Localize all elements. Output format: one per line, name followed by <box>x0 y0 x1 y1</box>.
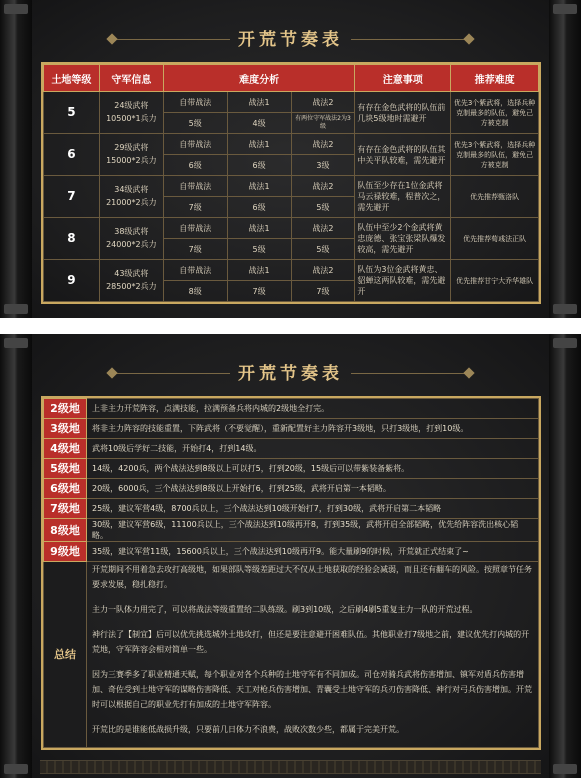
tactic1-level: 4级 <box>227 113 291 134</box>
page-title: 开荒节奏表 <box>238 364 343 384</box>
sub-header-tactic1: 战法1 <box>227 134 291 155</box>
table-row <box>44 439 539 459</box>
recommend-text: 优先3个紫武将，选择兵种克制最多的队伍，避免己方被克制 <box>451 92 539 134</box>
innate-tactic-level: 6级 <box>163 155 227 176</box>
table-row <box>44 134 539 155</box>
land-level: 6 <box>44 134 100 176</box>
summary-paragraph: 神行法了【制宜】后可以优先挑选城外土地攻打，但还是要注意避开困难队伍。其他职业打7级地之前，建议优先打内城的开荒地，守军阵容会相对简单一些。 <box>92 630 530 654</box>
level-guide-text: 14级，4200兵，两个战法达到8级以上可以打5，打到20级，15级后可以带紫装备紫将。 <box>87 459 539 479</box>
rhythm-table-panel-top <box>0 0 581 318</box>
recommend-text: 优先3个紫武将，选择兵种克制最多的队伍，避免己方被克制 <box>451 134 539 176</box>
tactic1-level: 5级 <box>227 239 291 260</box>
sub-header-tactic2: 战法2 <box>291 92 355 113</box>
innate-tactic-level: 7级 <box>163 197 227 218</box>
tactic1-level: 6级 <box>227 197 291 218</box>
garrison-troops: 28500*2兵力 <box>99 281 163 302</box>
summary-text <box>87 562 539 748</box>
page-title: 开荒节奏表 <box>238 30 343 50</box>
table-row <box>44 399 539 419</box>
level-label: 8级地 <box>44 519 87 542</box>
table-row <box>44 459 539 479</box>
summary-paragraph: 开荒期间不用着急去攻打高级地，如果部队等级差距过大不仅从土地获取的经验会减弱，而且还有翻车的风险。按照章节任务要求发展，稳扎稳打。 <box>92 565 532 589</box>
table-row <box>44 260 539 281</box>
note-text: 队伍中至少2个金武将黄忠庞德、张宝张梁队爆发较高，需先避开 <box>355 218 451 260</box>
sub-header-tactic2: 战法2 <box>291 134 355 155</box>
garrison-general-level: 29级武将 <box>99 134 163 155</box>
sub-header-innate: 自带战法 <box>163 218 227 239</box>
summary-paragraph: 主力一队体力用完了，可以将战法等级重置给二队练级。刷3到10级，之后刷4刷5重复主力一队的开荒过程。 <box>92 605 478 614</box>
note-text: 有存在金色武将的队伍其中关平队较难，需先避开 <box>355 134 451 176</box>
level-label: 6级地 <box>44 479 87 499</box>
summary-paragraph: 开荒比的是谁能低战损升级，只要前几日体力不浪费，战败次数少些，都属于完美开荒。 <box>92 725 404 734</box>
difficulty-table <box>43 64 539 302</box>
level-guide-text: 30级，建议军营6级，11100兵以上，三个战法达到10级再开8，打到35级，武将开启全部韬略，优先给阵容洗出核心韬略。 <box>87 519 539 542</box>
table-row <box>44 419 539 439</box>
table-row <box>44 218 539 239</box>
scroll-rod-right <box>549 334 581 778</box>
sub-header-tactic2: 战法2 <box>291 218 355 239</box>
sub-header-tactic1: 战法1 <box>227 260 291 281</box>
tactic2-level: 3级 <box>291 155 355 176</box>
progression-table <box>43 398 539 748</box>
tactic1-level: 7级 <box>227 281 291 302</box>
summary-row <box>44 562 539 748</box>
recommend-text: 优先推荐甘宁大乔华雄队 <box>451 260 539 302</box>
garrison-troops: 15000*2兵力 <box>99 155 163 176</box>
garrison-general-level: 43级武将 <box>99 260 163 281</box>
sub-header-innate: 自带战法 <box>163 260 227 281</box>
level-guide-text: 20级，6000兵，三个战法达到8级以上开始打6，打到25级，武将开启第一本韬略。 <box>87 479 539 499</box>
table-row <box>44 176 539 197</box>
innate-tactic-level: 8级 <box>163 281 227 302</box>
note-text: 队伍至少存在1位金武将马云禄较难，程普次之，需先避开 <box>355 176 451 218</box>
note-text: 队伍为3位金武将黄忠、貂蝉这两队较难，需先避开 <box>355 260 451 302</box>
tactic2-level: 5级 <box>291 239 355 260</box>
table-row <box>44 479 539 499</box>
sub-header-tactic2: 战法2 <box>291 260 355 281</box>
recommend-text: 优先推荐甄洛队 <box>451 176 539 218</box>
header-garrison: 守军信息 <box>99 65 163 92</box>
tactic2-level: 5级 <box>291 197 355 218</box>
table-row <box>44 519 539 542</box>
sub-header-tactic1: 战法1 <box>227 92 291 113</box>
sub-header-innate: 自带战法 <box>163 134 227 155</box>
tactic1-level: 6级 <box>227 155 291 176</box>
garrison-general-level: 38级武将 <box>99 218 163 239</box>
level-guide-text: 35级，建议军营11级，15600兵以上，三个战法达到10级再开9。能大量刷9的时候，开荒就正式结束了~ <box>87 542 539 562</box>
level-guide-text: 武将10级后学好二技能，开始打4，打到14级。 <box>87 439 539 459</box>
innate-tactic-level: 7级 <box>163 239 227 260</box>
land-level: 5 <box>44 92 100 134</box>
level-label: 7级地 <box>44 499 87 519</box>
sub-header-tactic1: 战法1 <box>227 218 291 239</box>
level-label: 3级地 <box>44 419 87 439</box>
level-label: 2级地 <box>44 399 87 419</box>
table-row <box>44 92 539 113</box>
sub-header-tactic2: 战法2 <box>291 176 355 197</box>
level-guide-text: 将非主力阵容的技能重置，下阵武将（不要觉醒），重新配置好主力阵容开3级地，只打3级地，打到10级。 <box>87 419 539 439</box>
level-guide-text: 25级，建议军营4级，8700兵以上，三个战法达到10级开始打7，打到30级，武将开启第二本韬略 <box>87 499 539 519</box>
land-level: 8 <box>44 218 100 260</box>
recommend-text: 优先推荐荀彧法正队 <box>451 218 539 260</box>
innate-tactic-level: 5级 <box>163 113 227 134</box>
tactic2-level: 有两位守军战法2为3级 <box>291 113 355 134</box>
header-difficulty: 难度分析 <box>163 65 355 92</box>
garrison-general-level: 34级武将 <box>99 176 163 197</box>
note-text: 有存在金色武将的队伍前几块5级地时需避开 <box>355 92 451 134</box>
garrison-troops: 21000*2兵力 <box>99 197 163 218</box>
tactic2-level: 7级 <box>291 281 355 302</box>
sub-header-tactic1: 战法1 <box>227 176 291 197</box>
summary-label: 总结 <box>44 562 87 748</box>
scroll-rod-left <box>0 334 32 778</box>
summary-paragraph: 因为三赛季多了职业精通天赋，每个职业对各个兵种的土地守军有不同加成。司仓对骑兵武将伤害增加、镇军对盾兵伤害增加、奇佐受到土地守军的谋略伤害降低、天工对枪兵伤害增加、青囊受土地守军的兵刃伤害降低、神行对弓兵伤害增加。开荒时可以根据自己的职业先打有加成的土地守军阵容。 <box>92 670 532 709</box>
header-recommend: 推荐难度 <box>451 65 539 92</box>
level-guide-text: 上非主力开荒阵容，点满技能，拉满预备兵将内城的2级地全打完。 <box>87 399 539 419</box>
land-level: 7 <box>44 176 100 218</box>
level-label: 5级地 <box>44 459 87 479</box>
land-level: 9 <box>44 260 100 302</box>
header-notes: 注意事项 <box>355 65 451 92</box>
sub-header-innate: 自带战法 <box>163 176 227 197</box>
garrison-troops: 10500*1兵力 <box>99 113 163 134</box>
table-row <box>44 499 539 519</box>
header-land-level: 土地等级 <box>44 65 100 92</box>
level-label: 9级地 <box>44 542 87 562</box>
sub-header-innate: 自带战法 <box>163 92 227 113</box>
level-label: 4级地 <box>44 439 87 459</box>
garrison-general-level: 24级武将 <box>99 92 163 113</box>
table-row <box>44 542 539 562</box>
garrison-troops: 24000*2兵力 <box>99 239 163 260</box>
bottom-border-pattern <box>40 760 541 774</box>
